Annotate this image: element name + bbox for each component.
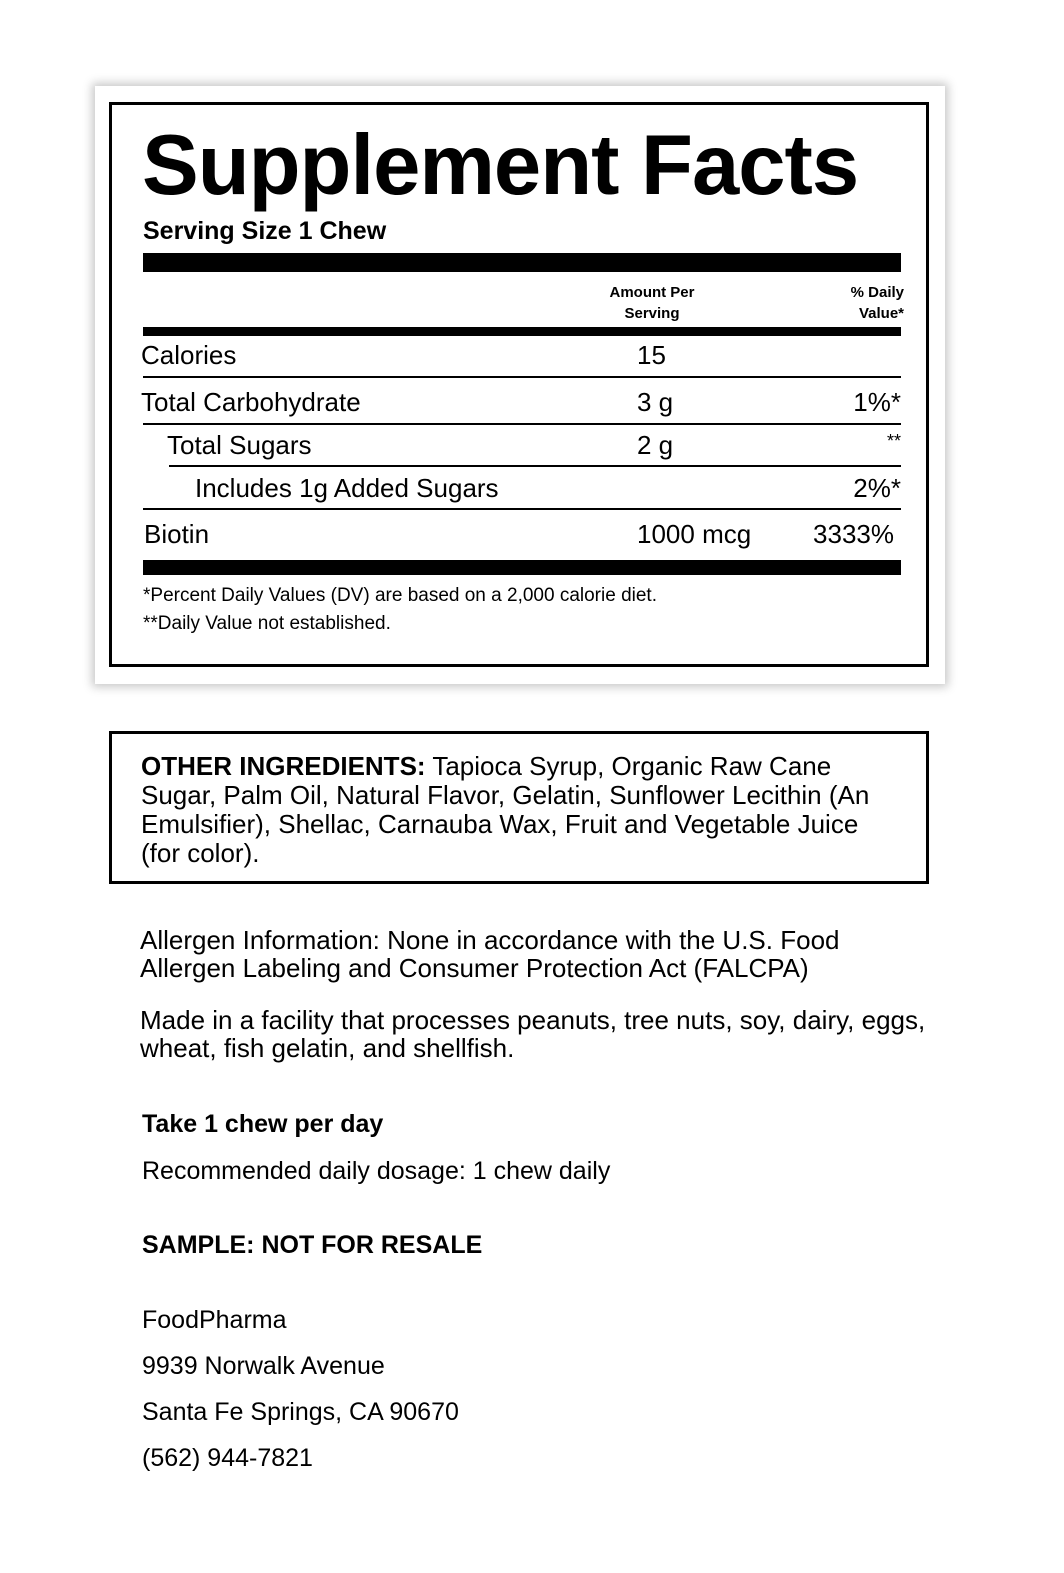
thick-divider — [143, 327, 901, 336]
nutrient-amount: 2 g — [637, 430, 674, 460]
header-amount-line2: Serving — [624, 305, 680, 322]
other-ingredients-list: Tapioca Syrup, Organic Raw Cane Sugar, Palm Oil, Natural Flavor, Gelatin, Sunflower Lecithin (An Emulsifier), Shellac, Carnauba Wax, Fruit and Vegetable Juice (for color). — [141, 751, 870, 868]
facts-title: Supplement Facts — [142, 118, 859, 213]
nutrient-name: Includes 1g Added Sugars — [195, 473, 499, 503]
nutrient-dv: 3333% — [813, 519, 894, 549]
amount-per-serving-header — [590, 282, 714, 324]
company-name: FoodPharma — [142, 1306, 287, 1334]
nutrient-name: Calories — [141, 340, 237, 370]
company-phone: (562) 944-7821 — [142, 1444, 313, 1472]
company-street: 9939 Norwalk Avenue — [142, 1352, 385, 1380]
header-amount-line1: Amount Per — [609, 284, 695, 301]
row-divider — [169, 465, 901, 467]
nutrient-name: Total Sugars — [167, 430, 312, 460]
other-ingredients-box — [109, 731, 929, 884]
nutrient-name: Biotin — [144, 519, 210, 549]
footnote-not-established: **Daily Value not established. — [143, 613, 391, 634]
header-dv-line1: % Daily — [850, 284, 904, 301]
row-divider — [143, 423, 901, 425]
row-divider — [143, 376, 901, 378]
thick-divider — [143, 253, 901, 272]
dosage-text: Recommended daily dosage: 1 chew daily — [142, 1157, 611, 1185]
sample-notice: SAMPLE: NOT FOR RESALE — [142, 1231, 483, 1259]
daily-value-header — [812, 282, 904, 324]
directions-heading: Take 1 chew per day — [142, 1110, 384, 1138]
footnote-dv: *Percent Daily Values (DV) are based on a 2,000 calorie diet. — [143, 585, 657, 606]
thick-divider — [143, 560, 901, 575]
nutrient-name: Total Carbohydrate — [141, 387, 361, 417]
nutrient-dv: 1%* — [853, 387, 901, 417]
nutrient-amount: 3 g — [637, 387, 674, 417]
nutrient-amount: 15 — [637, 340, 666, 370]
nutrient-dv: 2%* — [853, 473, 901, 503]
other-ingredients-label: OTHER INGREDIENTS: — [141, 751, 426, 781]
facility-statement: Made in a facility that processes peanuts, tree nuts, soy, dairy, eggs, wheat, fish gelatin, and shellfish. — [140, 1005, 926, 1063]
nutrient-amount: 1000 mcg — [637, 519, 752, 549]
supplement-facts-panel — [109, 102, 929, 667]
other-ingredients-text — [141, 752, 901, 868]
row-divider — [143, 508, 901, 510]
header-dv-line2: Value* — [858, 305, 904, 322]
allergen-information: Allergen Information: None in accordance with the U.S. Food Allergen Labeling and Consumer Protection Act (FALCPA) — [140, 925, 840, 983]
serving-size: Serving Size 1 Chew — [143, 217, 387, 245]
nutrient-dv: ** — [886, 431, 901, 451]
company-city: Santa Fe Springs, CA 90670 — [142, 1398, 459, 1426]
